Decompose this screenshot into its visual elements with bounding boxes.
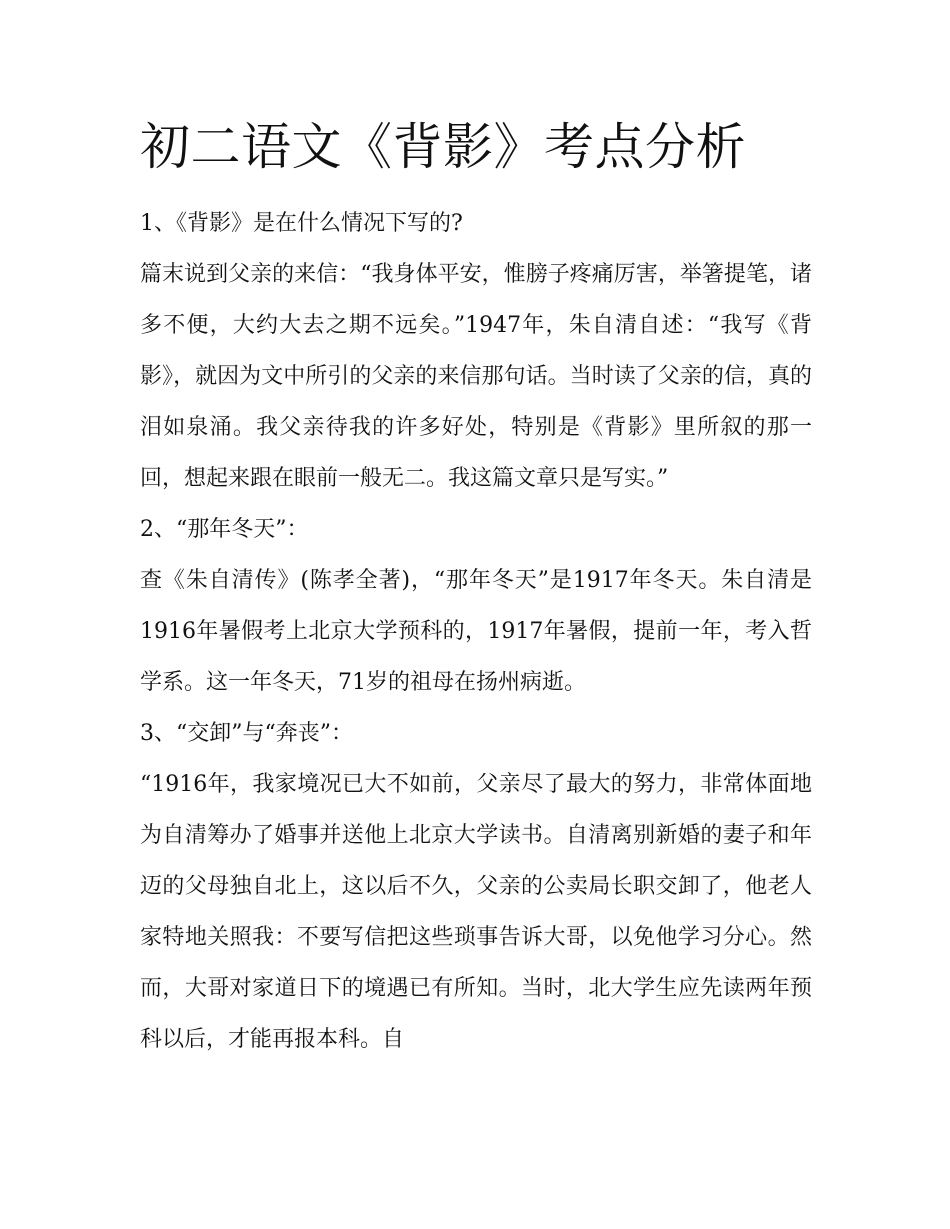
question-1-heading: 1、《背影》是在什么情况下写的? xyxy=(140,211,463,236)
question-3-heading: 3、“交卸”与“奔丧”： xyxy=(140,721,353,746)
question-3-answer: “1916年，我家境况已大不如前，父亲尽了最大的努力，非常体面地为自清筹办了婚事并送他上北京大学读书。自清离别新婚的妻子和年迈的父母独自北上，这以后不久，父亲的公卖局长职交卸了，他老人家特地关照我：不要写信把这些琐事告诉大哥，以免他学习分心。然而，大哥对家道日下的境遇已有所知。当时，北大学生应先读两年预科以后，才能再报本科。自 xyxy=(140,772,812,1052)
document-body xyxy=(140,112,812,1065)
question-2-heading: 2、“那年冬天”： xyxy=(140,517,309,542)
question-2-answer: 查《朱自清传》(陈孝全著)，“那年冬天”是1917年冬天。朱自清是1916年暑假考上北京大学预科的，1917年暑假，提前一年，考入哲学系。这一年冬天，71岁的祖母在扬州病逝。 xyxy=(140,568,812,695)
document-title: 初二语文《背影》考点分析 xyxy=(140,118,746,176)
question-1-answer: 篇末说到父亲的来信：“我身体平安，惟膀子疼痛厉害，举箸提笔，诸多不便，大约大去之期不远矣。”1947年，朱自清自述：“我写《背影》，就因为文中所引的父亲的来信那句话。当时读了父亲的信，真的泪如泉涌。我父亲待我的许多好处，特别是《背影》里所叙的那一回，想起来跟在眼前一般无二。我这篇文章只是写实。” xyxy=(140,262,812,491)
